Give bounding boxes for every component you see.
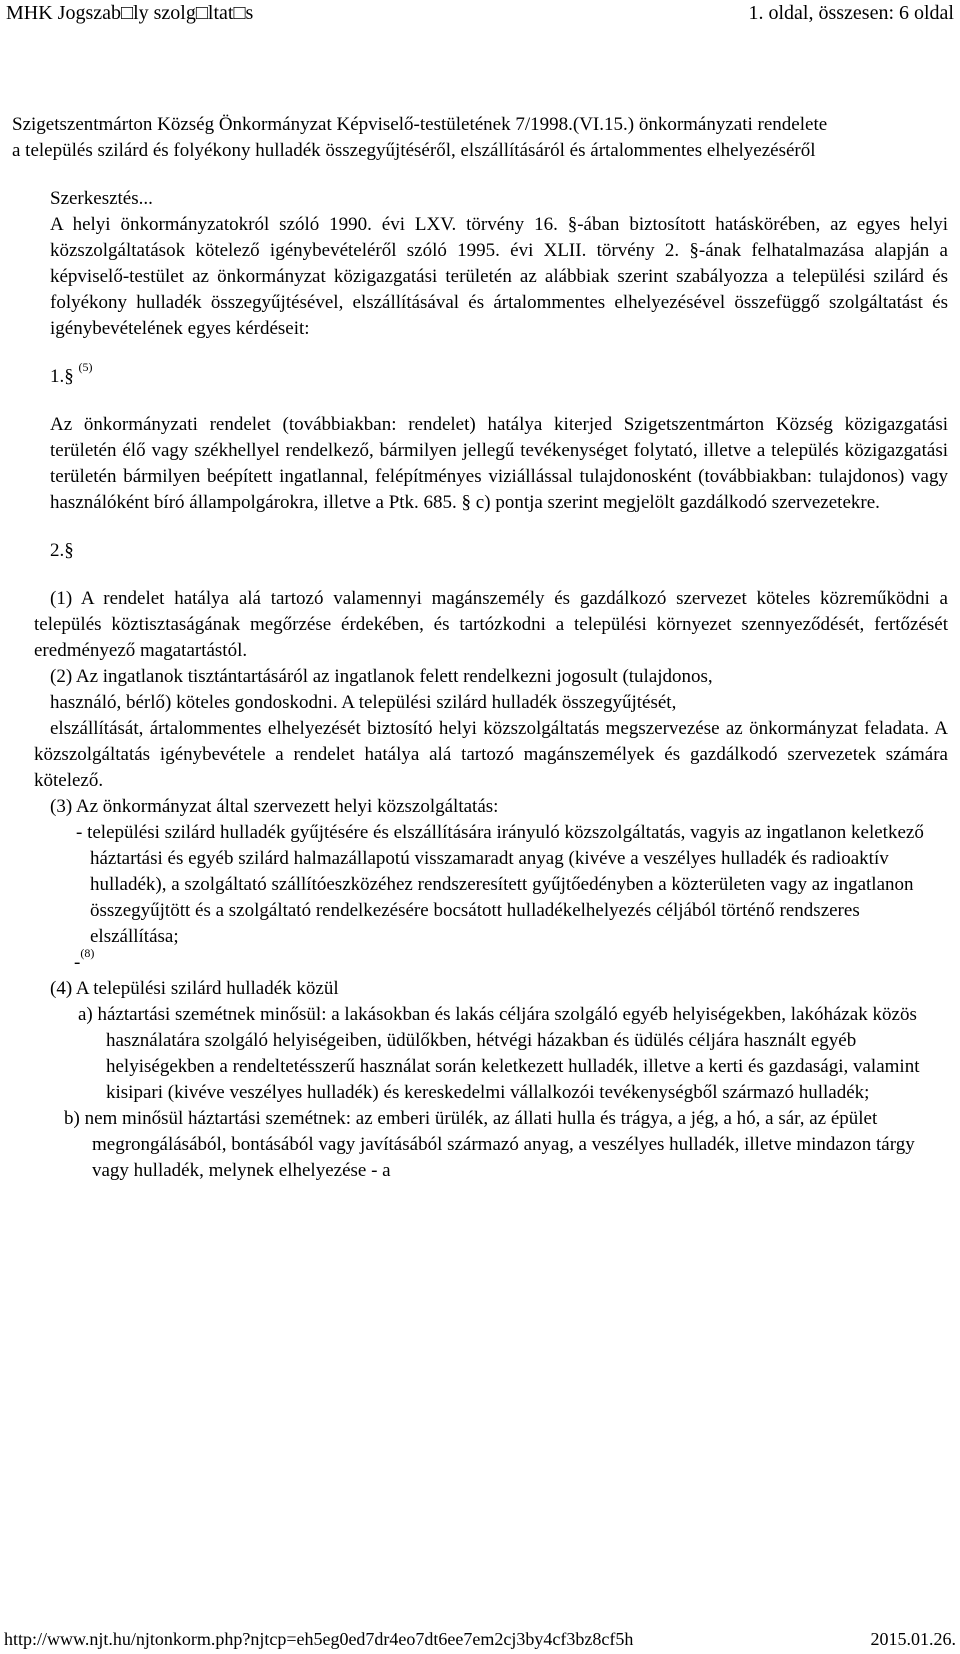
section-2-heading: [50, 538, 948, 564]
page-footer: [0, 1626, 960, 1652]
preamble: [12, 212, 948, 342]
section-2-para-4-item-a: a) háztartási szemétnek minősül: a lakásokban és lakás céljára szolgáló egyéb helyiségekben, lakóházak közös használatára szolgáló helyiségeiben, üdülőkben, hétvégi házakban és üdülés céljára használt egyéb helyiségekben a rendeltetésszerű használat során keletkezett hulladék, illetve a kerti és gazdasági, valamint kisipari (kivéve veszélyes hulladék) és kereskedelmi vállalkozói tevékenységből származó hulladék;: [78, 1004, 920, 1103]
page-header: [0, 0, 960, 26]
document-body: [12, 112, 948, 1184]
section-heading: 2.§: [50, 540, 74, 561]
footer-url[interactable]: http://www.njt.hu/njtonkorm.php?njtcp=eh5eg0ed7dr4eo7dt6ee7em2cj3by4cf3bz8cf5h: [4, 1629, 634, 1649]
amendment-note[interactable]: (8): [80, 945, 95, 960]
section-2-para-3: (3) Az önkormányzat által szervezett helyi közszolgáltatás:: [50, 796, 499, 817]
section-2-para-3-item-1: - települési szilárd hulladék gyűjtésére és elszállítására irányuló közszolgáltatás, vagyis az ingatlanon keletkező háztartási és egyéb szilárd halmazállapotú visszamaradt anyag (kivéve a veszélyes hulladék és radioaktív hulladék), a szolgáltató szállítóeszközéhez rendszeresített gyűjtőedényben a közterületen vagy az ingatlanon összegyűjtött és a szolgáltató rendelkezésére bocsátott hulladékelhelyezés céljából történő rendszeres elszállítása;: [76, 822, 924, 947]
editing-link-row: [12, 186, 948, 212]
title-line-2: a település szilárd és folyékony hulladék összegyűjtéséről, elszállításáról és ártalommentes elhelyezéséről: [12, 140, 816, 161]
editing-link[interactable]: Szerkesztés...: [50, 188, 153, 209]
footer-date: 2015.01.26.: [870, 1629, 956, 1649]
section-2-para-2a: (2) Az ingatlanok tisztántartásáról az ingatlanok felett rendelkezni jogosult (tulajdonos,: [50, 666, 713, 687]
preamble-text: A helyi önkormányzatokról szóló 1990. évi LXV. törvény 16. §-ában biztosított hatáskörében, az egyes helyi közszolgáltatások kötelező igénybevételéről szóló 1995. évi XLII. törvény 2. §-ának felhatalmazása alapján a képviselő-testület az önkormányzat közigazgatási területén az alábbiak szerint szabályozza a települési szilárd és folyékony hulladék összegyűjtésével, elszállításával és ártalommentes elhelyezésével összefüggő szolgáltatást és igénybevételének egyes kérdéseit:: [50, 214, 948, 339]
section-2-para-1: (1) A rendelet hatálya alá tartozó valamennyi magánszemély és gazdálkozó szervezet köteles közreműködni a település köztisztaságának megőrzése érdekében, és tartózkodni a települési környezet szennyeződését, fertőzését eredményező magatartástól.: [34, 588, 948, 661]
section-2-para-4: (4) A települési szilárd hulladék közül: [50, 978, 339, 999]
section-2-para-2b: használó, bérlő) köteles gondoskodni. A települési szilárd hulladék összegyűjtését,: [50, 692, 677, 713]
section-2-para-3-item-2: [12, 945, 948, 976]
header-page-count: 1. oldal, összesen: 6 oldal: [748, 2, 954, 24]
header-app-title: MHK Jogszab□ly szolg□ltat□s: [6, 2, 254, 24]
section-2-para-2c: elszállítását, ártalommentes elhelyezését biztosító helyi közszolgáltatás megszervezése az önkormányzat feladata. A közszolgáltatás igénybevétele a rendelet hatálya alá tartozó magánszemélyek és gazdálkodó szervezetek számára kötelező.: [34, 718, 948, 791]
section-heading: 1.§: [50, 366, 74, 387]
section-1-heading: [50, 359, 948, 390]
section-2-para-4-item-b: b) nem minősül háztartási szemétnek: az emberi ürülék, az állati hulla és trágya, a jég, a hó, a sár, az épület megrongálásából, bontásából vagy javításából származó anyag, a veszélyes hulladék, illetve mindazon tárgy vagy hulladék, melynek elhelyezése - a: [64, 1108, 915, 1181]
title-line-1: Szigetszentmárton Község Önkormányzat Képviselő-testületének 7/1998.(VI.15.) önkormányzati rendelete: [12, 114, 828, 135]
document-title: [12, 112, 948, 164]
section-1-text: Az önkormányzati rendelet (továbbiakban: rendelet) hatálya kiterjed Szigetszentmárton Község közigazgatási területén élő vagy székhellyel rendelkező, bármilyen jellegű tevékenységet folytató, illetve a település közigazgatási területén bármilyen beépített ingatlannal, felépítményes viziállással tulajdonosként (továbbiakban: tulajdonos) vagy használóként bíró állampolgárokra, illetve a Ptk. 685. § c) pontja szerint megjelölt gazdálkodó szervezetekre.: [50, 414, 948, 513]
item-dash: -: [74, 952, 81, 973]
amendment-note[interactable]: (5): [78, 359, 93, 374]
